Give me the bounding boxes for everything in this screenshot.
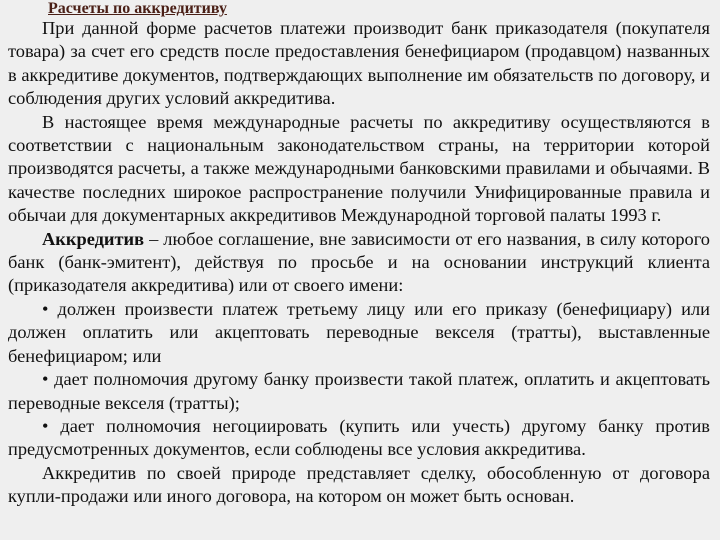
bullet-item-negotiate: • дает полномочия негоциировать (купить или учесть) другому банку против предусмотренных документов, если соблюдены все условия аккредитива. [8, 415, 710, 460]
paragraph-payment-form: При данной форме расчетов платежи производит банк приказодателя (покупателя товара) за счет его средств после предоставления бенефициаром (продавцом) названных в аккредитиве документов, подтверждающих выполнение им обязательств по договору, и соблюдения других условий аккредитива. [8, 18, 710, 109]
paragraph-international-rules: В настоящее время международные расчеты по аккредитиву осуществляются в соответствии с национальным законодательством страны, на территории которой производятся расчеты, а также международными банковскими правилами и обычаями. В качестве последних широкое распространение получили Унифицированные правила и обычаи для документарных аккредитивов Международной торговой палаты 1993 г. [8, 111, 710, 226]
definition-term: Аккредитив [42, 228, 145, 249]
bullet-item-authorize-payment: • дает полномочия другому банку произвести такой платеж, оплатить и акцептовать переводные векселя (тратты); [8, 369, 710, 413]
paragraph-definition [8, 228, 710, 298]
paragraph-closing: Аккредитив по своей природе представляет сделку, обособленную от договора купли-продажи или иного договора, на котором он может быть основан. [8, 462, 710, 507]
definition-text: – любое соглашение, вне зависимости от его названия, в силу которого банк (банк-эмитент), действуя по просьбе и на основании инструкций клиента (приказодателя аккредитива) или от своего имени: [8, 228, 710, 296]
document-body [8, 17, 710, 509]
bullet-item-payment: • должен произвести платеж третьему лицу или его приказу (бенефициару) или должен оплатить или акцептовать переводные векселя (тратты), выставленные бенефициаром; или [8, 298, 710, 366]
document-title: Расчеты по аккредитиву [48, 0, 227, 17]
